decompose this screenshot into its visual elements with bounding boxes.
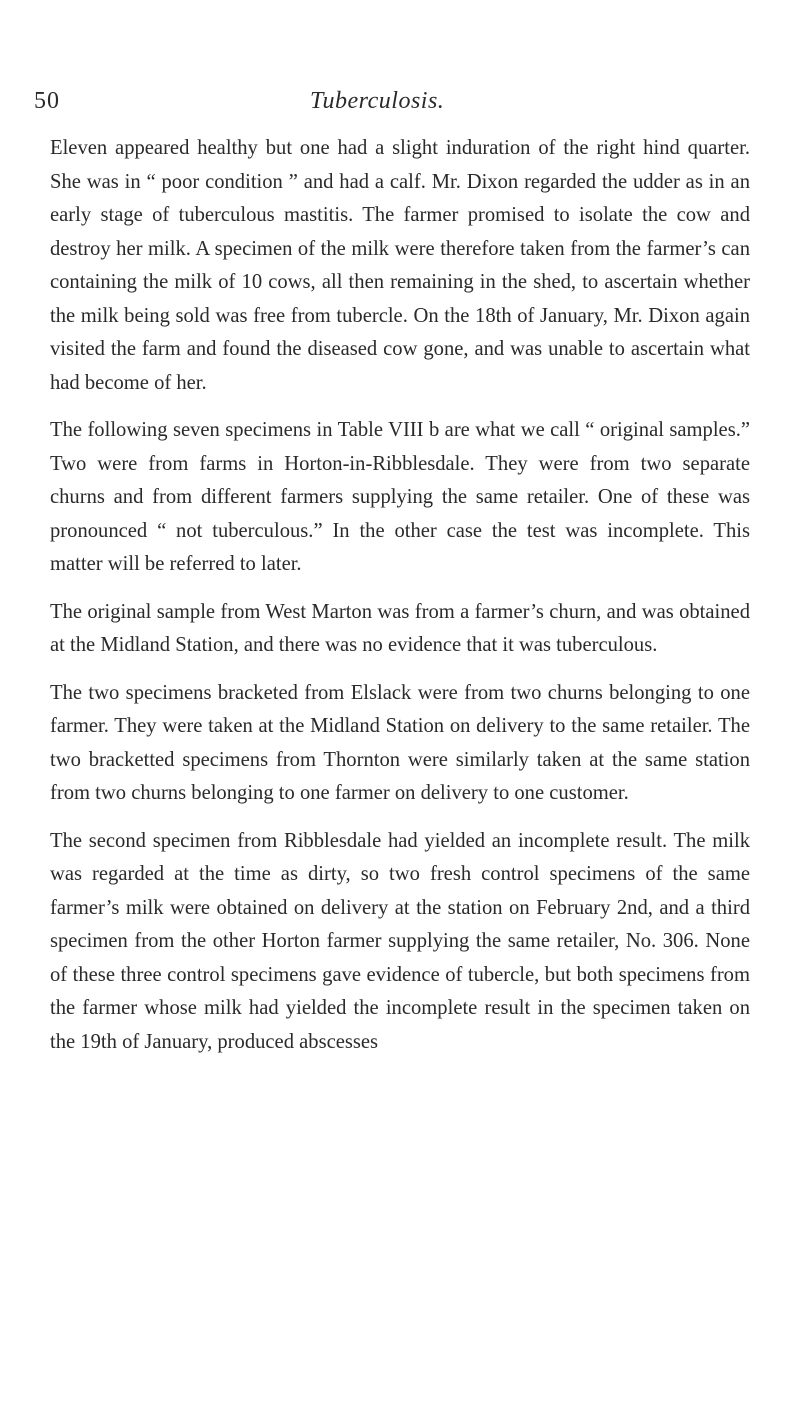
paragraph-4: The two specimens bracketed from Elslack were from two churns belonging to one farmer. They were taken at the Midland Station on delivery to the same retailer. The two bracketted specimens from Thornton were similarly taken at the same station from two churns belonging to one farmer on delivery to one customer. (50, 681, 750, 804)
paragraph-gap (50, 811, 750, 825)
paragraph-gap (50, 400, 750, 414)
paragraph-gap (50, 663, 750, 677)
page-number: 50 (34, 88, 60, 114)
paragraph-5: The second specimen from Ribblesdale had yielded an incomplete result. The milk was regarded at the time as dirty, so two fresh control specimens of the same farmer’s milk were obtained on delivery at the station on February 2nd, and a third specimen from the other Horton farmer supplying the same retailer, No. 306. None of these three control specimens gave evidence of tubercle, but both specimens from the farmer whose milk had yielded the incomplete result in the specimen taken on the 19th of January, produced abscesses (50, 829, 750, 1053)
paragraph-1: Eleven appeared healthy but one had a slight induration of the right hind quarter. She was in “ poor condition ” and had a calf. Mr. Dixon regarded the udder as in an early stage of tuberculous mastitis. The farmer promised to isolate the cow and destroy her milk. A specimen of the milk were therefore taken from the farmer’s can containing the milk of 10 cows, all then remaining in the shed, to ascertain whether the milk being sold was free from tubercle. On the 18th of January, Mr. Dixon again visited the farm and found the diseased cow gone, and was unable to ascertain what had become of her. (50, 137, 750, 394)
body-text (50, 132, 750, 1059)
paragraph-2: The following seven specimens in Table VIII b are what we call “ original samples.” Two were from farms in Horton-in-Ribblesdale. They were from two separate churns and from different farmers supplying the same retailer. One of these was pronounced “ not tuberculous.” In the other case the test was incomplete. This matter will be referred to later. (50, 419, 750, 575)
running-title: Tuberculosis. (310, 88, 445, 114)
paragraph-gap (50, 582, 750, 596)
running-head (0, 88, 800, 128)
paragraph-3: The original sample from West Marton was from a farmer’s churn, and was obtained at the Midland Station, and there was no evidence that it was tuberculous. (50, 600, 750, 656)
